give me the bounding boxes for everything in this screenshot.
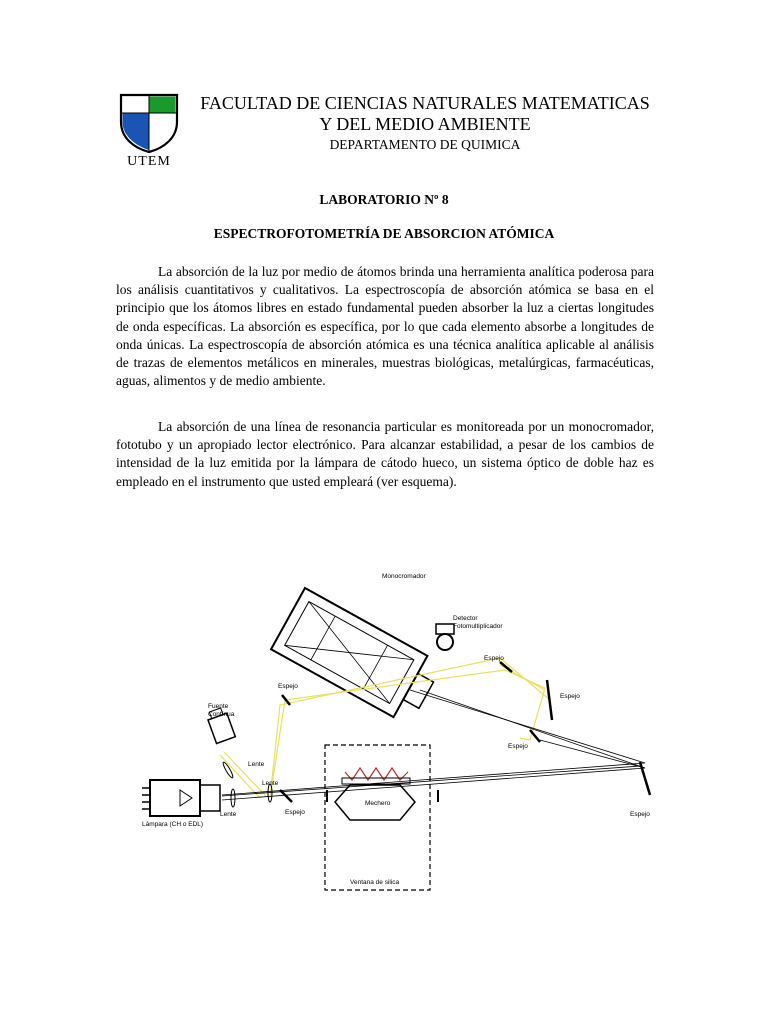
reference-beam bbox=[220, 658, 550, 798]
label-lente-upper: Lente bbox=[248, 761, 265, 768]
faculty-name-line2: Y DEL MEDIO AMBIENTE bbox=[319, 114, 531, 134]
monochromator bbox=[271, 588, 443, 726]
department-name: DEPARTAMENTO DE QUIMICA bbox=[329, 137, 521, 152]
faculty-name-line1: FACULTAD DE CIENCIAS NATURALES MATEMATICAS bbox=[200, 93, 650, 113]
label-espejo-mid-right: Espejo bbox=[508, 743, 528, 750]
label-monocromador: Monocromador bbox=[382, 573, 426, 580]
silica-window-compartment bbox=[325, 745, 430, 890]
logo-text: UTEM bbox=[127, 154, 171, 169]
label-mechero: Mechero bbox=[365, 800, 391, 807]
label-fuente: Fuente bbox=[208, 703, 229, 710]
subject-title: ESPECTROFOTOMETRÍA DE ABSORCION ATÓMICA bbox=[213, 226, 555, 241]
label-continua: Contínua bbox=[208, 711, 235, 718]
burner bbox=[335, 768, 415, 820]
utem-logo bbox=[118, 92, 180, 176]
label-espejo-bottom-left: Espejo bbox=[285, 809, 305, 816]
hollow-cathode-lamp bbox=[142, 780, 220, 816]
paragraph-1: La absorción de la luz por medio de átomos brinda una herramienta analítica poderosa para los análisis cuantitativos y cualitativos. La espectroscopía de absorción atómica se basa en el principio que los átomos libres en estado fundamental pueden absorber la luz a ciertas longitudes de onda específicas. La absorción es específica, por lo que cada elemento absorbe a longitudes de onda únicas. La espectroscopía de absorción atómica es una técnica analítica aplicable al análisis de trazas de elementos metálicos en minerales, muestras biológicas, metalúrgicas, farmacéuticas, aguas, alimentos y de medio ambiente. bbox=[116, 264, 654, 389]
paragraph-2: La absorción de una línea de resonancia particular es monitoreada por un monocromador, fototubo y un apropiado lector electrónico. Para alcanzar estabilidad, a pesar de los cambios de intensidad de la luz emitida por la lámpara de cátodo hueco, un sistema óptico de doble haz es empleado en el instrumento que usted empleará (ver esquema). bbox=[116, 419, 654, 489]
utem-shield-icon bbox=[118, 92, 180, 154]
label-lente-mid: Lente bbox=[262, 780, 279, 787]
label-espejo-right: Espejo bbox=[560, 693, 580, 700]
mirrors bbox=[280, 662, 650, 802]
lab-title: LABORATORIO Nº 8 bbox=[319, 192, 449, 207]
label-espejo-top-left: Espejo bbox=[278, 683, 298, 690]
label-fotomultiplicador: Fotomultiplicador bbox=[453, 623, 503, 630]
label-ventana: Ventana de silica bbox=[350, 879, 400, 886]
label-espejo-bottom-right: Espejo bbox=[630, 811, 650, 818]
label-lampara: Lámpara (CH o EDL) bbox=[142, 821, 204, 828]
sample-beam bbox=[222, 690, 645, 800]
label-espejo-top-right: Espejo bbox=[484, 655, 504, 662]
label-lente-bottom: Lente bbox=[220, 811, 237, 818]
label-detector: Detector bbox=[453, 615, 478, 622]
aas-schematic-diagram bbox=[120, 540, 680, 900]
detector-photomultiplier bbox=[436, 624, 454, 650]
